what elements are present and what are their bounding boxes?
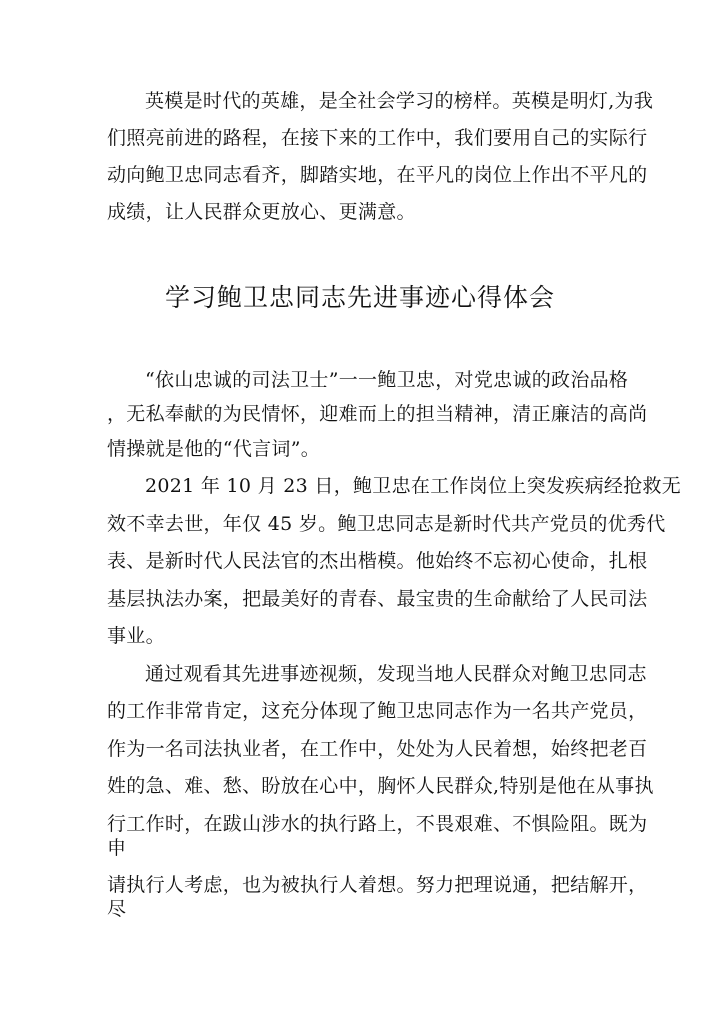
- body-line: 情操就是他的“代言词”。: [107, 438, 321, 460]
- intro-line: 动向鲍卫忠同志看齐，脚踏实地，在平凡的岗位上作出不平凡的: [107, 164, 648, 186]
- body-line: 事业。: [107, 625, 165, 647]
- body-line: 请执行人考虑，也为被执行人着想。努力把理说通，把结解开，: [107, 874, 648, 896]
- body-line: 申: [107, 837, 127, 859]
- body-line: “依山忠诚的司法卫士”一一鲍卫忠，对党忠诚的政治品格: [145, 369, 629, 391]
- body-line: 行工作时，在跋山涉水的执行路上，不畏艰难、不惧险阻。既为: [107, 813, 648, 835]
- body-line: 作为一名司法执业者，在工作中，处处为人民着想，始终把老百: [107, 738, 648, 760]
- intro-line: 英模是时代的英雄，是全社会学习的榜样。英模是明灯,为我: [145, 90, 654, 112]
- document-title: 学习鲍卫忠同志先进事迹心得体会: [164, 283, 555, 312]
- intro-line: 成绩，让人民群众更放心、更满意。: [107, 201, 416, 223]
- body-line: 姓的急、难、愁、盼放在心中，胸怀人民群众,特别是他在从事执: [107, 775, 654, 797]
- body-line: ，无私奉献的为民情怀，迎难而上的担当精神，清正廉洁的高尚: [107, 403, 648, 425]
- intro-line: 们照亮前进的路程，在接下来的工作中，我们要用自己的实际行: [107, 127, 648, 149]
- body-line: 表、是新时代人民法官的杰出楷模。他始终不忘初心使命，扎根: [107, 550, 648, 572]
- body-line: 效不幸去世，年仅 45 岁。鲍卫忠同志是新时代共产党员的优秀代: [107, 513, 666, 535]
- body-line: 基层执法办案，把最美好的青春、最宝贵的生命献给了人民司法: [107, 588, 648, 610]
- body-line: 2021 年 10 月 23 日，鲍卫忠在工作岗位上突发疾病经抢救无: [145, 475, 682, 497]
- body-line: 尽: [107, 898, 127, 920]
- body-line: 的工作非常肯定，这充分体现了鲍卫忠同志作为一名共产党员，: [107, 700, 648, 722]
- body-line: 通过观看其先进事迹视频，发现当地人民群众对鲍卫忠同志: [145, 663, 647, 685]
